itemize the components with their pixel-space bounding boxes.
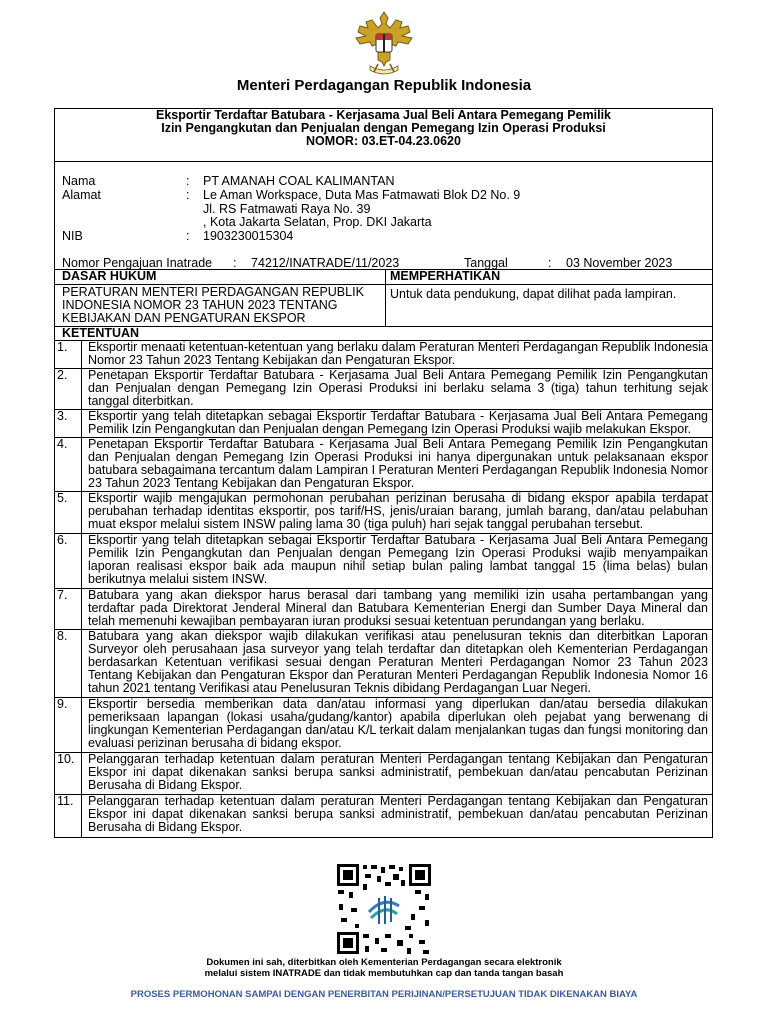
ketentuan-number: 10. xyxy=(57,752,75,766)
ketentuan-item: Penetapan Eksportir Terdaftar Batubara - Kerjasama Jual Beli Antara Pemegang Pemilik Izin Pengangkutan dan Penjualan dengan Pemegang Izin Operasi Produksi ini berlaku selama 3 (tiga) tahun terhitung sejak tanggal diterbitkan. xyxy=(88,368,708,408)
dasar-hukum-line-1: PERATURAN MENTERI PERDAGANGAN REPUBLIK xyxy=(62,285,364,299)
nib-value: 1903230015304 xyxy=(203,229,294,243)
dasar-hukum-text xyxy=(62,286,382,325)
footer-line-2: melalui sistem INATRADE dan tidak membutuhkan cap dan tanda tangan basah xyxy=(204,968,564,979)
ketentuan-item: Penetapan Eksportir Terdaftar Batubara - Kerjasama Jual Beli Antara Pemegang Pemilik Izin Pengangkutan dan Penjualan dengan Pemegang Izin Operasi Produksi ini hanya dipergunakan untuk pelaksanaan ekspor batubara sebagaimana tercantum dalam Lampiran I Peraturan Menteri Perdagangan Republik Indonesia Nomor 23 Tahun 2023 Tentang Kebijakan dan Pengaturan Ekspor. xyxy=(88,437,708,490)
ketentuan-number: 8. xyxy=(57,629,68,643)
ketentuan-item: Eksportir bersedia memberikan data dan/atau informasi yang diperlukan dan/atau bersedia dilakukan pemeriksaan lapangan (lokasi usaha/gudang/kantor) apabila diperlukan oleh pejabat yang berwenang di lingkungan Kementerian Perdagangan dan/atau K/L terkait dalam menjalankan tugas dan fungsi monitoring dan evaluasi perizinan berusaha di bidang ekspor. xyxy=(88,697,708,750)
document-header xyxy=(54,109,713,148)
ketentuan-item: Pelanggaran terhadap ketentuan dalam peraturan Menteri Perdagangan tentang Kebijakan dan Pengaturan Ekspor ini dapat dikenakan sanksi berupa sanksi administratif, pembekuan dan/atau pencabutan Perizinan Berusaha di Bidang Ekspor. xyxy=(88,752,708,792)
header-divider xyxy=(54,161,713,162)
footer-line-1: Dokumen ini sah, diterbitkan oleh Kementerian Perdagangan secara elektronik xyxy=(206,957,562,968)
nama-label: Nama xyxy=(62,174,96,188)
ketentuan-number: 5. xyxy=(57,491,68,505)
ketentuan-number: 3. xyxy=(57,409,68,423)
ketentuan-item: Batubara yang akan diekspor harus berasal dari tambang yang memiliki izin usaha pertambangan yang terdaftar pada Direktorat Jenderal Mineral dan Batubara Kementerian Energi dan Sumber Daya Mineral dan telah memenuhi kewajiban pembayaran iuran produksi sesuai ketentuan perundangan yang berlaku. xyxy=(88,588,708,628)
memperhatikan-text: Untuk data pendukung, dapat dilihat pada lampiran. xyxy=(390,287,677,301)
ketentuan-number: 6. xyxy=(57,533,68,547)
header-line-2: Izin Pengangkutan dan Penjualan dengan Pemegang Izin Operasi Produksi xyxy=(161,121,606,135)
dasar-hukum-line-3: KEBIJAKAN DAN PENGATURAN EKSPOR xyxy=(62,311,306,325)
alamat-line-3: , Kota Jakarta Selatan, Prop. DKI Jakarta xyxy=(203,215,432,229)
nib-colon: : xyxy=(186,229,190,243)
nomor-pengajuan-value: 74212/INATRADE/11/2023 xyxy=(251,256,400,270)
garuda-emblem-icon xyxy=(344,8,424,80)
ketentuan-number: 11. xyxy=(57,794,74,808)
ketentuan-title: KETENTUAN xyxy=(62,326,140,340)
ketentuan-item: Batubara yang akan diekspor wajib dilakukan verifikasi atau penelusuran teknis dan diterbitkan Laporan Surveyor oleh perusahaan jasa surveyor yang telah terdaftar dan ditetapkan oleh Kementerian Perdagangan berdasarkan Ketentuan verifikasi sesuai dengan Peraturan Menteri Perdagangan Nomor 23 Tahun 2023 Tentang Kebijakan dan Pengaturan Ekspor dan Peraturan Menteri Perdagangan Republik Indonesia Nomor 16 tahun 2021 tentang Verifikasi atau Penelusuran Teknis dibidang Perdagangan Luar Negeri. xyxy=(88,629,708,695)
nomor-pengajuan-label: Nomor Pengajuan Inatrade xyxy=(62,256,213,270)
memperhatikan-title: MEMPERHATIKAN xyxy=(390,269,501,283)
alamat-label: Alamat xyxy=(62,188,101,202)
dasar-hukum-line-2: INDONESIA NOMOR 23 TAHUN 2023 TENTANG xyxy=(62,298,338,312)
header-number: NOMOR: 03.ET-04.23.0620 xyxy=(306,134,461,148)
qr-code-icon xyxy=(335,862,433,956)
ketentuan-item: Pelanggaran terhadap ketentuan dalam peraturan Menteri Perdagangan tentang Kebijakan dan Pengaturan Ekspor ini dapat dikenakan sanksi berupa sanksi administratif, pembekuan dan/atau pencabutan Perizinan Berusaha di Bidang Ekspor. xyxy=(88,794,708,834)
tanggal-colon: : xyxy=(548,256,552,270)
nama-colon: : xyxy=(186,174,190,188)
ketentuan-divider-top xyxy=(54,326,713,327)
tanggal-label: Tanggal xyxy=(464,256,508,270)
ketentuan-item: Eksportir wajib mengajukan permohonan perubahan perizinan berusaha di bidang ekspor apabila terdapat perubahan terhadap identitas eksportir, pos tarif/HS, jenis/uraian barang, jumlah barang, dan/atau pelabuhan muat ekspor melalui sistem INSW paling lama 30 (tiga puluh) hari sejak tanggal perubahan tersebut. xyxy=(88,491,708,531)
ketentuan-item: Eksportir yang telah ditetapkan sebagai Eksportir Terdaftar Batubara - Kerjasama Jual Beli Antara Pemegang Pemilik Izin Pengangkutan dan Penjualan dengan Pemegang Izin Operasi Produksi wajib menyampaikan laporan realisasi ekspor baik ada maupun nihil setiap bulan paling lambat tanggal 15 (lima belas) bulan berikutnya melalui sistem INSW. xyxy=(88,533,708,586)
ketentuan-item: Eksportir yang telah ditetapkan sebagai Eksportir Terdaftar Batubara - Kerjasama Jual Beli Antara Pemegang Pemilik Izin Pengangkutan dan Penjualan dengan Pemegang Izin Operasi Produksi wajib melakukan Ekspor. xyxy=(88,409,708,436)
ketentuan-number: 1. xyxy=(57,340,68,354)
alamat-line-2: Jl. RS Fatmawati Raya No. 39 xyxy=(203,202,371,216)
section-column-divider xyxy=(385,269,386,326)
footer-note xyxy=(0,957,768,979)
tanggal-value: 03 November 2023 xyxy=(566,256,673,270)
ketentuan-number: 7. xyxy=(57,588,68,602)
ketentuan-item: Eksportir menaati ketentuan-ketentuan yang berlaku dalam Peraturan Menteri Perdagangan Republik Indonesia Nomor 23 Tahun 2023 Tentang Kebijakan dan Pengaturan Ekspor. xyxy=(88,340,708,367)
alamat-colon: : xyxy=(186,188,190,202)
dasar-hukum-title: DASAR HUKUM xyxy=(62,269,157,283)
nama-value: PT AMANAH COAL KALIMANTAN xyxy=(203,174,395,188)
ketentuan-number: 2. xyxy=(57,368,68,382)
alamat-line-1: Le Aman Workspace, Duta Mas Fatmawati Blok D2 No. 9 xyxy=(203,188,521,202)
ministry-title: Menteri Perdagangan Republik Indonesia xyxy=(236,77,532,94)
ketentuan-number: 4. xyxy=(57,437,68,451)
no-fee-notice: PROSES PERMOHONAN SAMPAI DENGAN PENERBITAN PERIJINAN/PERSETUJUAN TIDAK DIKENAKAN BIAYA xyxy=(130,989,638,1000)
ketentuan-number: 9. xyxy=(57,697,68,711)
nomor-pengajuan-colon: : xyxy=(233,256,237,270)
nib-label: NIB xyxy=(62,229,83,243)
number-column-divider xyxy=(81,340,82,838)
header-line-1: Eksportir Terdaftar Batubara - Kerjasama Jual Beli Antara Pemegang Pemilik xyxy=(155,108,612,122)
